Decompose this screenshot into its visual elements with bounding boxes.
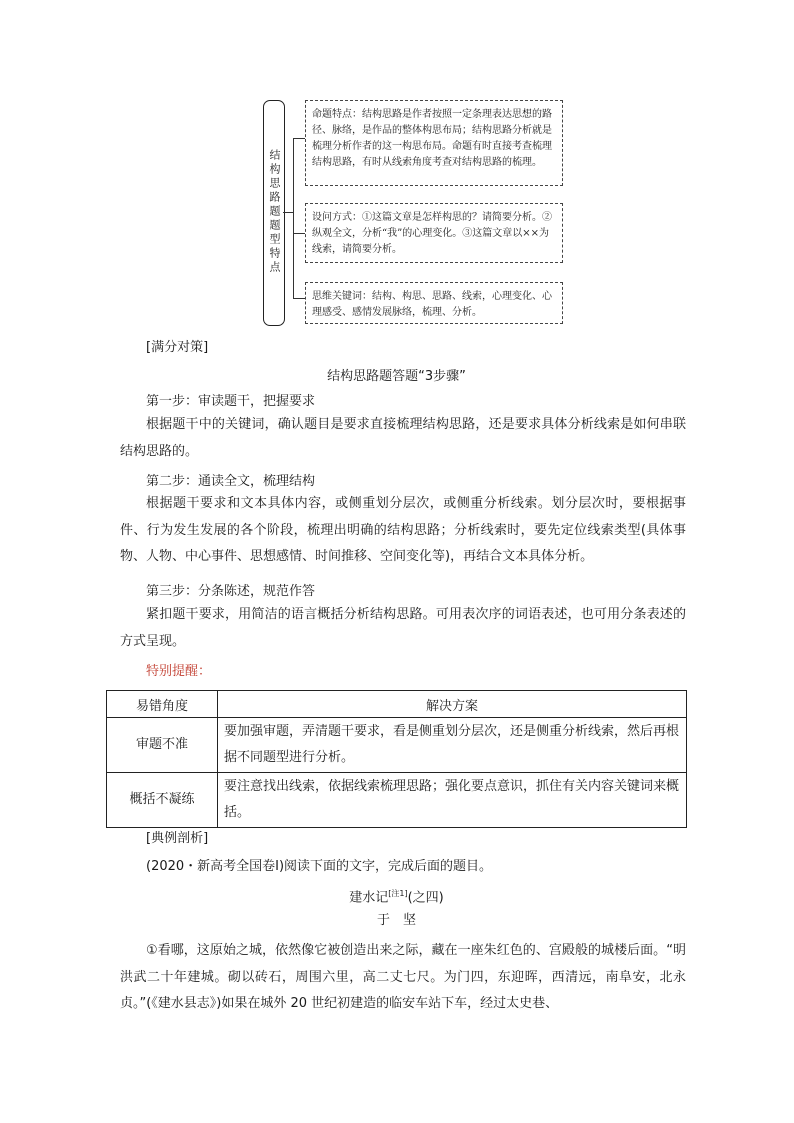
article-author: 于 坚 [376,913,416,928]
step2-title: 第二步：通读全文，梳理结构 [146,474,316,489]
section-title: 结构思路题答题“3步骤” [327,369,466,384]
article-paragraph: ①看哪，这原始之城，依然像它被创造出来之际，藏在一座朱红色的、宫殿般的城楼后面。“明洪武二十年建城。砌以砖石，周围六里，高二丈七尺。为门四，东迎晖，西清远，南阜安，北永贞。”(《建水县志》)如果在城外 20 世纪初建造的临安车站下车，经过太史巷、 [120,943,686,1011]
table-row [107,773,687,828]
section-label: [满分对策] [146,340,209,355]
special-reminder: 特别提醒： [146,664,212,679]
brace-stem [283,212,293,213]
diagram-box-keywords: 思维关键词：结构、构思、思路、线索，心理变化、心理感受、感情发展脉络，梳理、分析。 [305,282,563,324]
article-note: [注1] [388,889,408,898]
row-solution: 要注意找出线索，依据线索梳理思路；强化要点意识，抓住有关内容关键词来概括。 [218,773,687,828]
error-table [106,690,687,828]
step3-text: 紧扣题干要求，用简洁的语言概括分析结构思路。可用表次序的词语表述，也可用分条表述的方式呈现。 [120,607,686,649]
table-row [107,718,687,773]
brace-arm-3 [293,298,305,299]
article-subtitle: (之四) [407,890,444,906]
header-angle: 易错角度 [107,691,218,718]
example-label: [典例剖析] [146,831,209,846]
diagram-box-questions: 设问方式：①这篇文章是怎样构思的？请简要分析。②纵观全文，分析“我”的心理变化。③这篇文章以××为线索，请简要分析。 [305,203,563,263]
article-title-line [106,883,687,909]
diagram-title-box [263,100,285,326]
example-intro: (2020・新高考全国卷Ⅰ)阅读下面的文字，完成后面的题目。 [146,859,493,874]
step2-text: 根据题干要求和文本具体内容，或侧重划分层次，或侧重分析线索。划分层次时，要根据事件、行为发生发展的各个阶段，梳理出明确的结构思路；分析线索时，要先定位线索类型(具体事物、人物、中心事件、思想感情、时间推移、空间变化等)，再结合文本具体分析。 [120,496,686,564]
brace-spine [293,138,294,298]
header-solution: 解决方案 [218,691,687,718]
table-header-row [107,691,687,718]
step1-text: 根据题干中的关键词，确认题目是要求直接梳理结构思路，还是要求具体分析线索是如何串联结构思路的。 [120,417,686,459]
brace-arm-1 [293,138,305,139]
row-angle: 审题不准 [107,718,218,773]
article-title: 建水记 [349,890,389,906]
step1-title: 第一步：审读题干，把握要求 [146,394,316,409]
brace-arm-2 [293,233,305,234]
diagram-box-features: 命题特点：结构思路是作者按照一定条理表达思想的路径、脉络，是作品的整体构思布局；结构思路分析就是梳理分析作者的这一构思布局。命题有时直接考查梳理结构思路，有时从线索角度考查对结构思路的梳理。 [305,100,563,186]
diagram-title: 结构思路题题型特点 [268,149,281,275]
step3-title: 第三步：分条陈述，规范作答 [146,584,316,599]
row-angle: 概括不凝练 [107,773,218,828]
row-solution: 要加强审题，弄清题干要求，看是侧重划分层次，还是侧重分析线索，然后再根据不同题型进行分析。 [218,718,687,773]
